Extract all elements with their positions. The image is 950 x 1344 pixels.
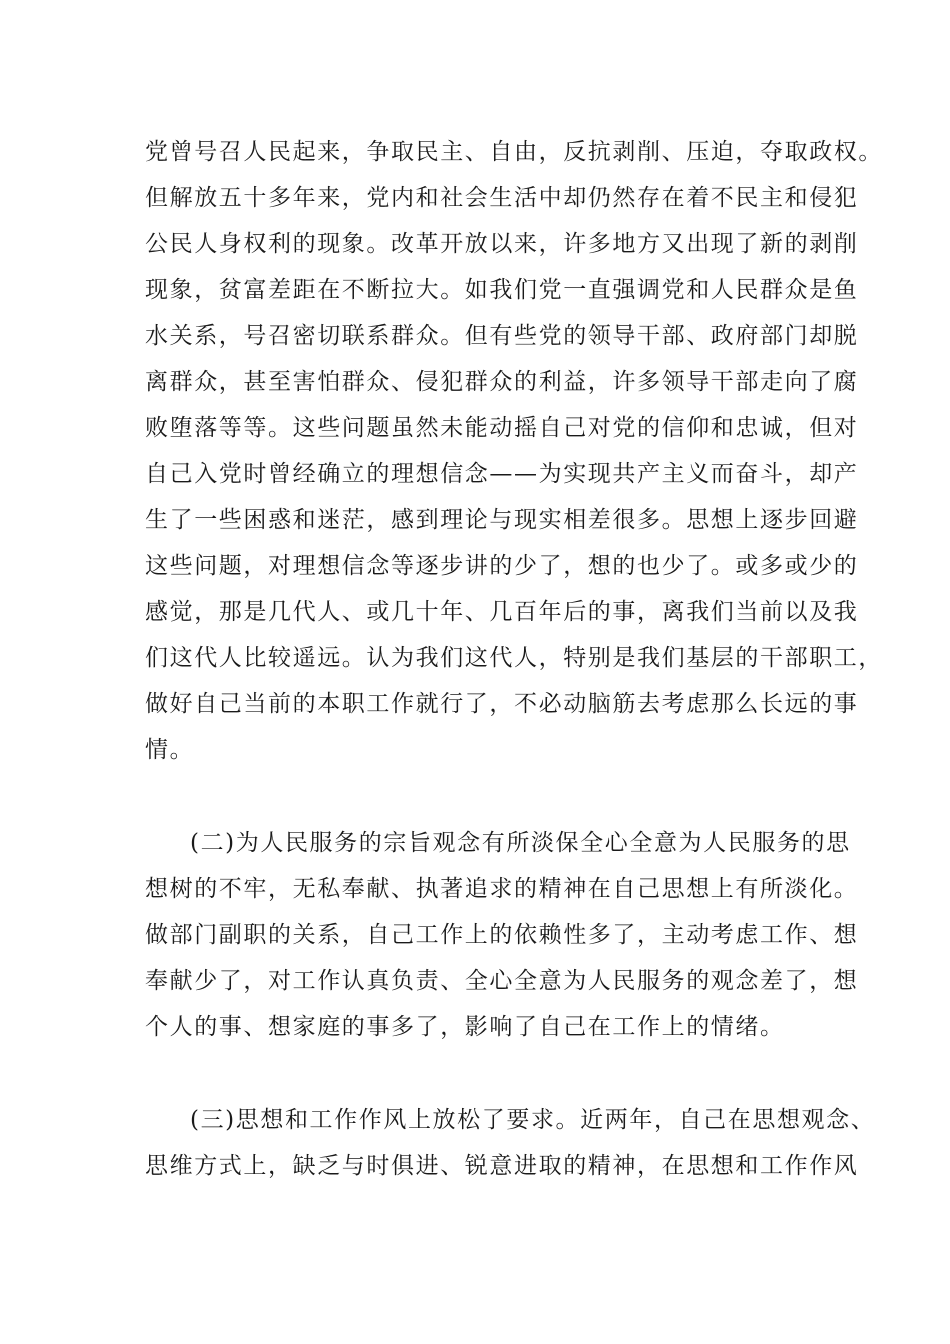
paragraph-1-line-12: 们这代人比较遥远。认为我们这代人，特别是我们基层的干部职工，	[145, 645, 883, 671]
paragraph-1-line-3: 公民人身权利的现象。改革开放以来，许多地方又出现了新的剥削	[145, 231, 859, 257]
paragraph-2-line-5: 个人的事、想家庭的事多了，影响了自己在工作上的情绪。	[145, 1014, 785, 1040]
paragraph-1-line-11: 感觉，那是几代人、或几十年、几百年后的事，离我们当前以及我	[145, 599, 859, 625]
paragraph-1-line-10: 这些问题，对理想信念等逐步讲的少了，想的也少了。或多或少的	[145, 553, 859, 579]
paragraph-2-line-3: 做部门副职的关系，自己工作上的依赖性多了，主动考虑工作、想	[145, 922, 859, 948]
paragraph-2-line-4: 奉献少了，对工作认真负责、全心全意为人民服务的观念差了，想	[145, 968, 859, 994]
paragraph-1-line-9: 生了一些困惑和迷茫，感到理论与现实相差很多。思想上逐步回避	[145, 507, 859, 533]
paragraph-1-line-2: 但解放五十多年来，党内和社会生活中却仍然存在着不民主和侵犯	[145, 185, 859, 211]
paragraph-1-line-4: 现象，贫富差距在不断拉大。如我们党一直强调党和人民群众是鱼	[145, 277, 859, 303]
paragraph-1-line-6: 离群众，甚至害怕群众、侵犯群众的利益，许多领导干部走向了腐	[145, 369, 859, 395]
paragraph-2-line-2: 想树的不牢，无私奉献、执著追求的精神在自己思想上有所淡化。	[145, 876, 859, 902]
paragraph-2-line-1: (二)为人民服务的宗旨观念有所淡保全心全意为人民服务的思	[190, 830, 851, 856]
paragraph-1-line-13: 做好自己当前的本职工作就行了，不必动脑筋去考虑那么长远的事	[145, 691, 859, 717]
paragraph-1-line-8: 自己入党时曾经确立的理想信念——为实现共产主义而奋斗，却产	[145, 461, 859, 487]
paragraph-1-line-5: 水关系，号召密切联系群众。但有些党的领导干部、政府部门却脱	[145, 323, 859, 349]
paragraph-1-line-14: 情。	[145, 737, 195, 763]
paragraph-1-line-7: 败堕落等等。这些问题虽然未能动摇自己对党的信仰和忠诚，但对	[145, 415, 859, 441]
paragraph-3-line-1: (三)思想和工作作风上放松了要求。近两年，自己在思想观念、	[190, 1107, 876, 1133]
paragraph-1-line-1: 党曾号召人民起来，争取民主、自由，反抗剥削、压迫，夺取政权。	[145, 139, 883, 165]
paragraph-3-line-2: 思维方式上，缺乏与时俱进、锐意进取的精神，在思想和工作作风	[145, 1153, 859, 1179]
